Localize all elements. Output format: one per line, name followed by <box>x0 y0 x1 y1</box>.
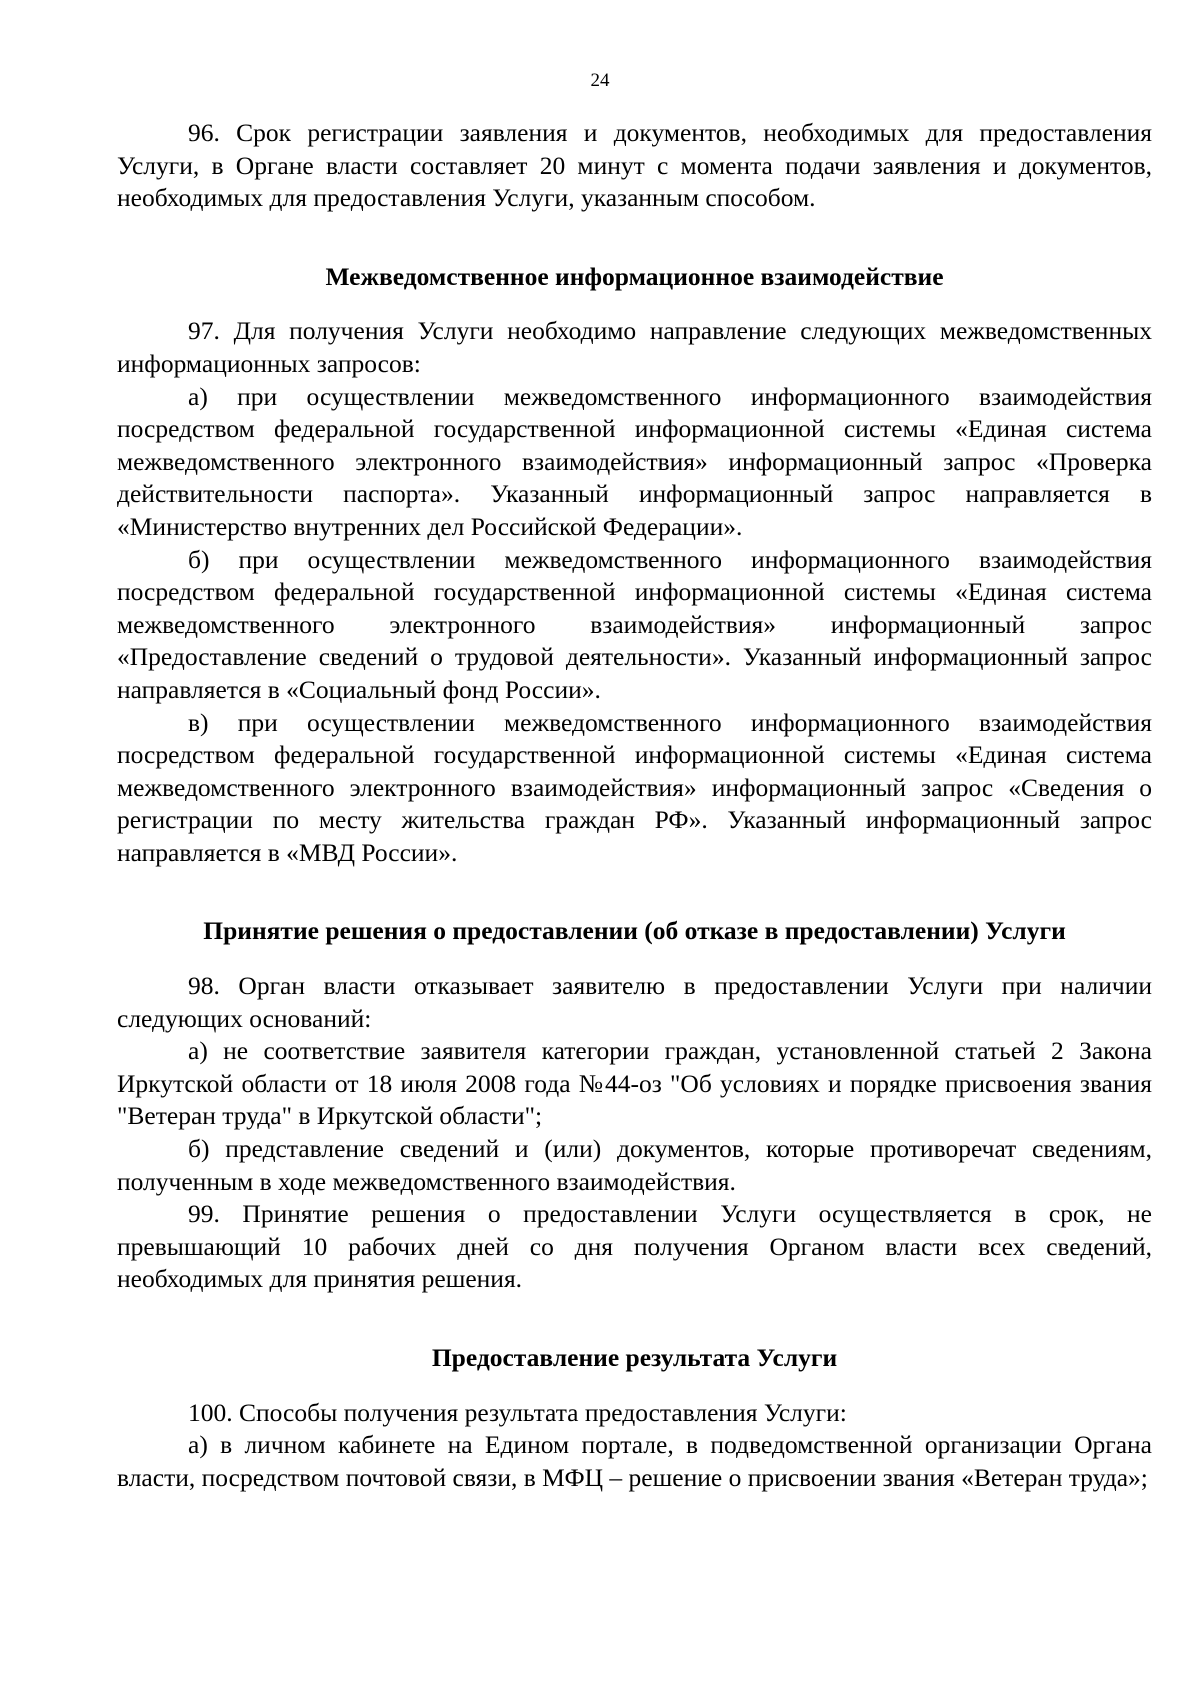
spacer <box>117 215 1152 261</box>
section-heading-result: Предоставление результата Услуги <box>431 1343 838 1372</box>
paragraph-97: 97. Для получения Услуги необходимо направление следующих межведомственных информационных запросов: <box>117 316 1152 378</box>
spacer <box>117 1375 1152 1397</box>
page-number: 24 <box>590 70 610 91</box>
paragraph-98: 98. Орган власти отказывает заявителю в предоставлении Услуги при наличии следующих оснований: <box>117 971 1152 1033</box>
paragraph-100-a: а) в личном кабинете на Едином портале, в подведомственной организации Органа власти, посредством почтовой связи, в МФЦ – решение о присвоении звания «Ветеран труда»; <box>117 1430 1152 1492</box>
paragraph-97-a: а) при осуществлении межведомственного информационного взаимодействия посредством федеральной государственной информационной системы «Единая система межведомственного электронного взаимодействия» информационный запрос «Проверка действительности паспорта». Указанный информационный запрос направляется в «Министерство внутренних дел Российской Федерации». <box>117 381 1152 541</box>
spacer <box>117 948 1152 970</box>
spacer <box>117 293 1152 315</box>
document-body <box>117 117 1152 1494</box>
paragraph-97-b: б) при осуществлении межведомственного информационного взаимодействия посредством федеральной государственной информационной системы «Единая система межведомственного электронного взаимодействия» информационный запрос «Предоставление сведений о трудовой деятельности». Указанный информационный запрос направляется в «Социальный фонд России». <box>117 544 1152 704</box>
paragraph-98-a: а) не соответствие заявителя категории граждан, установленной статьей 2 Закона Иркутской области от 18 июля 2008 года №44-оз "Об условиях и порядке присвоения звания "Ветеран труда" в Иркутской области"; <box>117 1036 1152 1131</box>
paragraph-98-b: б) представление сведений и (или) документов, которые противоречат сведениям, полученным в ходе межведомственного взаимодействия. <box>117 1134 1152 1196</box>
paragraph-96: 96. Срок регистрации заявления и документов, необходимых для предоставления Услуги, в Органе власти составляет 20 минут с момента подачи заявления и документов, необходимых для предоставления Услуги, указанным способом. <box>117 118 1152 213</box>
section-heading-interagency: Межведомственное информационное взаимодействие <box>325 261 944 291</box>
paragraph-100: 100. Способы получения результата предоставления Услуги: <box>188 1397 847 1427</box>
paragraph-97-c: в) при осуществлении межведомственного информационного взаимодействия посредством федеральной государственной информационной системы «Единая система межведомственного электронного взаимодействия» информационный запрос «Сведения о регистрации по месту жительства граждан РФ». Указанный информационный запрос направляется в «МВД России». <box>117 707 1152 867</box>
spacer <box>117 869 1152 915</box>
spacer <box>117 1296 1152 1342</box>
paragraph-99: 99. Принятие решения о предоставлении Услуги осуществляется в срок, не превышающий 10 рабочих дней со дня получения Органом власти всех сведений, необходимых для принятия решения. <box>117 1199 1152 1294</box>
section-heading-decision: Принятие решения о предоставлении (об отказе в предоставлении) Услуги <box>203 916 1066 946</box>
